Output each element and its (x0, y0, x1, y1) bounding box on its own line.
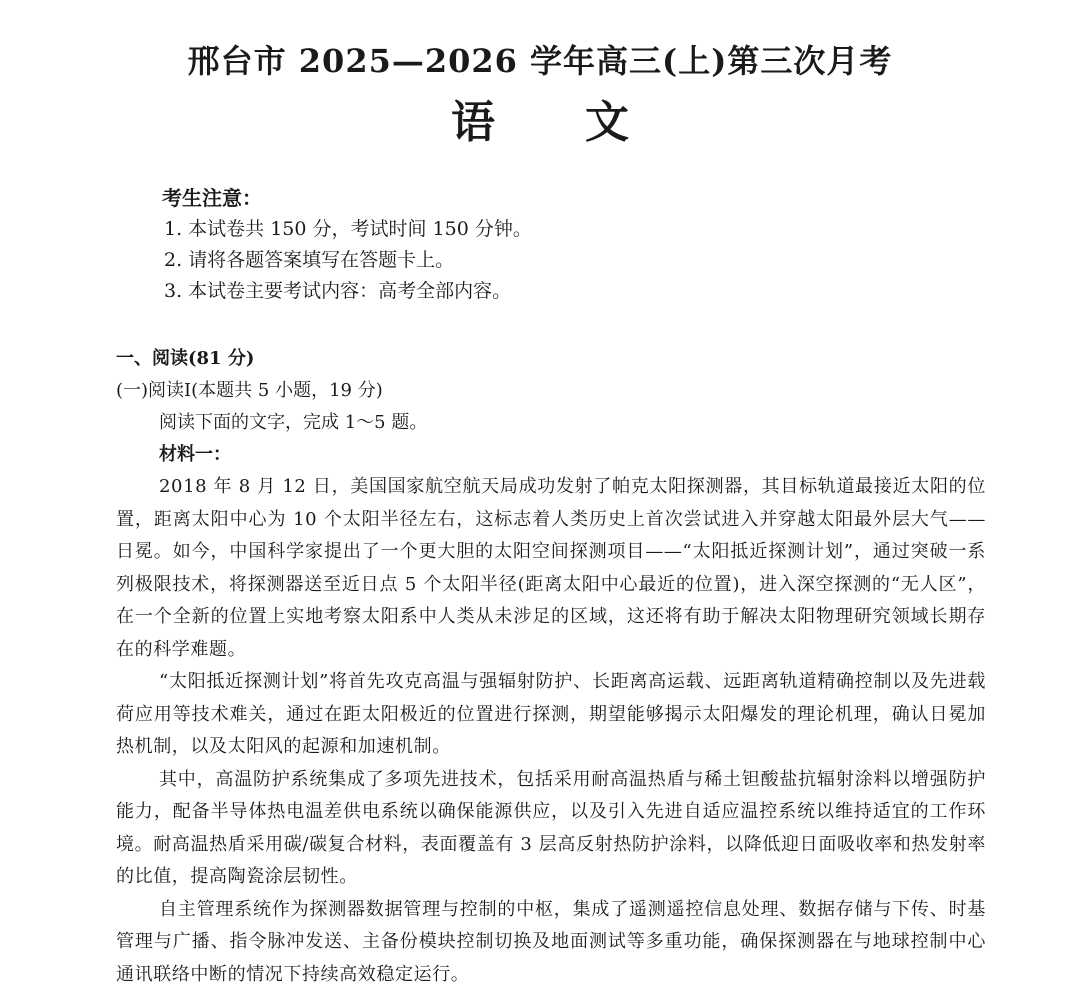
exam-title: 邢台市 2025—2026 学年高三(上)第三次月考 (187, 42, 893, 80)
paragraph-4: 自主管理系统作为探测器数据管理与控制的中枢，集成了遥测遥控信息处理、数据存储与下传、时基管理与广播、指令脉冲发送、主备份模块控制切换及地面测试等多重功能，确保探测器在与地球控制中心通讯联络中断的情况下持续高效稳定运行。 (116, 898, 986, 985)
material-label: 材料一： (159, 444, 231, 465)
section-heading: 一、阅读(81 分) (116, 348, 255, 369)
subject-title: 语文 (451, 97, 719, 148)
reading-instruction: 阅读下面的文字，完成 1～5 题。 (159, 412, 428, 433)
candidate-notice (162, 182, 532, 307)
notice-title: 考生注意： (162, 186, 262, 210)
notice-item-2: 2. 请将各题答案填写在答题卡上。 (164, 249, 455, 271)
notice-item-3: 3. 本试卷主要考试内容：高考全部内容。 (164, 280, 512, 302)
paragraph-2: “太阳抵近探测计划”将首先攻克高温与强辐射防护、长距离高运载、远距离轨道精确控制以及先进载荷应用等技术难关，通过在距太阳极近的位置进行探测，期望能够揭示太阳爆发的理论机理，确认日冕加热机制，以及太阳风的起源和加速机制。 (116, 671, 986, 757)
reading-section (116, 343, 986, 991)
subsection-heading: (一)阅读Ⅰ(本题共 5 小题，19 分) (116, 380, 383, 401)
notice-item-1: 1. 本试卷共 150 分，考试时间 150 分钟。 (164, 218, 532, 240)
paragraph-3: 其中，高温防护系统集成了多项先进技术，包括采用耐高温热盾与稀土钽酸盐抗辐射涂料以增强防护能力，配备半导体热电温差供电系统以确保能源供应，以及引入先进自适应温控系统以维持适宜的工作环境。耐高温热盾采用碳/碳复合材料，表面覆盖有 3 层高反射热防护涂料，以降低迎日面吸收率和热发射率的比值，提高陶瓷涂层韧性。 (116, 768, 986, 887)
paragraph-1: 2018 年 8 月 12 日，美国国家航空航天局成功发射了帕克太阳探测器，其目标轨道最接近太阳的位置，距离太阳中心为 10 个太阳半径左右，这标志着人类历史上首次尝试进入并穿越太阳最外层大气——日冕。如今，中国科学家提出了一个更大胆的太阳空间探测项目——“太阳抵近探测计划”，通过突破一系列极限技术，将探测器送至近日点 5 个太阳半径(距离太阳中心最近的位置)，进入深空探测的“无人区”，在一个全新的位置上实地考察太阳系中人类从未涉足的区域，这还将有助于解决太阳物理研究领域长期存在的科学难题。 (116, 476, 986, 660)
